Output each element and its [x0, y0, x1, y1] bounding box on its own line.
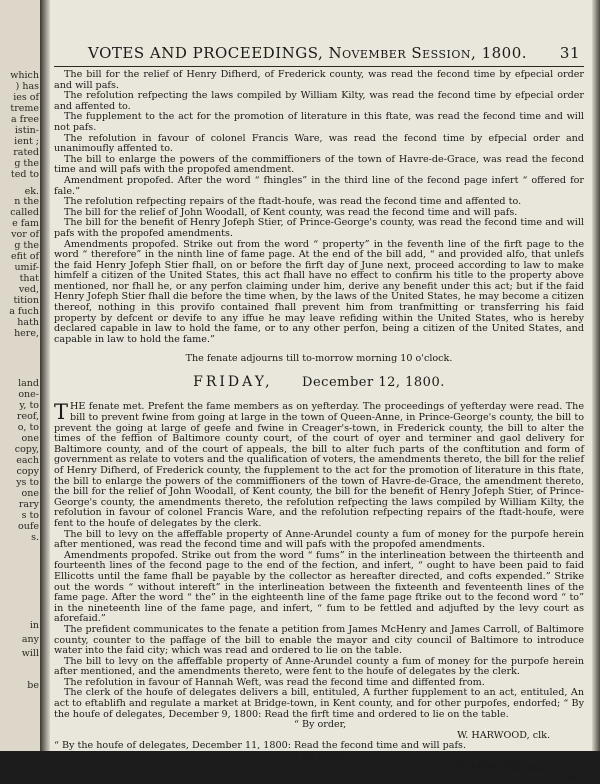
quote-line: “ By the houfe of delegates, December 11, 1800: Read the fecond time and will pafs. — [54, 740, 466, 752]
paragraph: Amendments propofed. Strike out from the word “ fums” in the interlineation between the thirteenth and fourteenth lines of the fecond page to the end of the fection, and infert, “ ought to have been paid to faid Ellicotts until the fame fhall be payable by the collector as hereafter directed, and cofts expended.” Strike out the words “ without intereft” in the interlineation between the fixteenth and feventeenth lines of the fame page. After the word “ the” in the eighteenth line of the fame page ftrike out to the fecond word “ to” in the nineteenth line of the fame page, and infert, “ fum to be fettled and adjufted by the levy court as aforefaid.” — [54, 549, 584, 625]
clerk-signature: W. HARWOOD, clk.” — [452, 761, 550, 773]
margin-fragment: umif- — [14, 262, 39, 273]
catchword: A bill, — [553, 772, 582, 784]
page-edge-shadow — [592, 0, 600, 751]
margin-fragment: one — [21, 488, 39, 499]
drop-cap: T — [54, 400, 69, 425]
morning-proceedings — [54, 70, 584, 345]
margin-fragment: g the — [14, 240, 39, 251]
paragraph: The refolution refpecting the laws compiled by William Kilty, was read the fecond time by efpecial order and affented to. — [54, 90, 584, 112]
paragraph: The prefident communicates to the fenate a petition from James McHenry and James Carroll, of Baltimore county, counter to the paffage of the bill to enable the mayor and city council of Baltimore to introduce water into the faid city; which was read and ordered to lie on the table. — [54, 623, 584, 657]
opening-text: HE fenate met. Prefent the fame members as on yefterday. The proceedings of yefterday were read. The bill to prevent fwine from going at large in the town of Queen-Anne, in Prince-George's county, the bill to prevent the going at large of geefe and fwine in Creager's-town, in Frederick county, the bill to alter the times of the feffion of Baltimore county court, of the court of oyer and terminer and gaol delivery for Baltimore county, and of the court of appeals, the bill to alter fuch parts of the conftitution and form of government as relate to voters and the qualification of voters, the amendments thereto, the bill for the relief of Henry Difherd, of Frederick county, the fupplement to the act for the promotion of literature in this ftate, the bill to enlarge the powers of the commiffioners of the town of Havre-de-Grace, the amendment thereto, the bill for the relief of John Woodall, of Kent county, the bill for the benefit of Henry Jofeph Stier, of Prince-George's county, the amendments thereto, the refolution refpecting the laws compiled by William Kilty, the refolution in favour of colonel Francis Ware, and the refolution refpecting repairs of the ftadt-houfe, were fent to the houfe of delegates by the clerk. — [54, 401, 584, 529]
margin-fragment: ient ; — [14, 136, 39, 147]
margin-fragment: land — [18, 378, 39, 389]
margin-fragment: istin- — [14, 125, 39, 136]
margin-fragment: called — [10, 207, 39, 218]
margin-fragment: vor of — [11, 229, 39, 240]
margin-fragment: one- — [18, 389, 39, 400]
by-order-line: “ By order, — [294, 751, 347, 763]
margin-fragment: which — [10, 70, 39, 81]
opening-paragraph — [54, 402, 584, 529]
paragraph: The refolution in favour of colonel Francis Ware, was read the fecond time by efpecial order and unanimoufly affented to. — [54, 132, 584, 155]
paragraph: The bill for the benefit of Henry Jofeph Stier, of Prince-George's county, was read the fecond time and will pafs with the propofed amendments. — [54, 217, 584, 239]
paragraph: The bill to enlarge the powers of the commiffioners of the town of Havre-de-Grace, was read the fecond time and will pafs with the propofed amendment. — [54, 153, 584, 176]
margin-fragment: ted to — [10, 169, 39, 180]
margin-fragment: copy, — [14, 444, 39, 455]
margin-fragment: s to — [21, 510, 39, 521]
margin-fragment: any — [21, 634, 39, 645]
margin-fragment: will — [21, 648, 39, 659]
margin-fragment: g the — [14, 158, 39, 169]
by-order-line: “ By order, — [294, 719, 347, 731]
previous-page-margin — [0, 0, 42, 751]
day-name: FRIDAY, — [193, 374, 273, 391]
friday-proceedings — [54, 402, 584, 783]
margin-fragment: rary — [18, 499, 39, 510]
margin-fragment: one — [21, 433, 39, 444]
paragraph: The refolution refpecting repairs of the ftadt-houfe, was read the fecond time and affented to. — [64, 196, 522, 208]
margin-fragment: efit of — [10, 251, 39, 262]
margin-fragment: copy — [16, 466, 39, 477]
clerk-signature: W. HARWOOD, clk. — [457, 729, 550, 741]
adjournment-notice: The fenate adjourns till to-morrow morning 10 o'clock. — [185, 353, 453, 365]
paragraph: The bill to levy on the affeffable property of Anne-Arundel county a fum of money for the purpofe herein after mentioned, was read the fecond time and will pafs with the propofed amendments. — [54, 528, 584, 551]
margin-fragment: ek. — [24, 186, 39, 197]
running-title: VOTES AND PROCEEDINGS, November Session, 1800. — [88, 44, 528, 62]
margin-fragment: rated — [13, 147, 39, 158]
margin-fragment: a free — [11, 114, 39, 125]
page-number: 31 — [559, 44, 580, 62]
margin-fragment: ved, — [18, 284, 39, 295]
margin-fragment: each — [16, 455, 39, 466]
margin-fragment: ies of — [13, 92, 39, 103]
margin-fragment: oufe — [18, 521, 39, 532]
margin-fragment: o, to — [17, 422, 39, 433]
margin-fragment: that — [19, 273, 39, 284]
margin-fragment: a fuch — [9, 306, 39, 317]
page-body — [54, 44, 584, 784]
day-heading — [54, 374, 584, 390]
paragraph: The bill to levy on the affeffable property of Anne-Arundel county a fum of money for the purpofe herein after mentioned, and the amendments thereto, were fent to the houfe of delegates by the clerk. — [54, 655, 584, 678]
paragraph: The clerk of the houfe of delegates delivers a bill, entituled, A further fupplement to an act, entituled, An act to eftablifh and regulate a market at Bridge-town, in Kent county, and for other purpofes, endorfed; “ By the houfe of delegates, December 9, 1800: Read the firft time and ordered to lie on the table. — [54, 687, 584, 720]
paragraph: Amendments propofed. Strike out from the word “ property” in the feventh line of the firft page to the word “ therefore” in the ninth line of fame page. At the end of the bill add, “ and provided alfo, that unlefs the faid Henry Jofeph Stier fhall, on or before the firft day of June next, proceed according to law to make himfelf a citizen of the United States, this act fhall have no effect to confirm his title to the property above mentioned, nor fhall he, or any perfon claiming under him, derive any benefit under this act; but if the faid Henry Jofeph Stier fhall die before the time when, by the laws of the United States, he may become a citizen thereof, nothing in this provifo contained fhall prevent him from tranfmitting or transferring his faid property by defcent or devife to any iffue he may leave refiding within the United States, who is hereby declared capable in law to hold the fame, or to any other perfon, being a citizen of the United States, and capable in law to hold the fame.” — [54, 238, 584, 345]
paragraph: The bill for the relief of John Woodall, of Kent county, was read the fecond time and will pafs. — [64, 206, 518, 218]
margin-fragment: ) has — [15, 81, 39, 92]
margin-fragment: here, — [14, 328, 39, 339]
margin-fragment: tition — [13, 295, 39, 306]
paragraph: The refolution in favour of Hannah Weft, was read the fecond time and diffented from. — [64, 676, 485, 688]
margin-fragment: be — [27, 680, 39, 691]
paragraph: The bill for the relief of Henry Difherd, of Frederick county, was read the fecond time by efpecial order and will pafs. — [54, 69, 584, 91]
book-gutter — [40, 0, 50, 751]
margin-fragment: y, to — [19, 400, 39, 411]
margin-fragment: n the — [14, 196, 39, 207]
day-date: December 12, 1800. — [302, 375, 445, 391]
margin-fragment: hath — [17, 317, 39, 328]
margin-fragment: ys to — [16, 477, 39, 488]
margin-fragment: in — [29, 620, 39, 631]
paragraph: Amendment propofed. After the word “ fhingles” in the third line of the fecond page infert “ offered for fale.” — [54, 174, 584, 197]
margin-fragment: reof, — [16, 411, 39, 422]
paragraph: The fupplement to the act for the promotion of literature in this ftate, was read the fecond time and will not pafs. — [54, 111, 584, 133]
running-header — [54, 44, 584, 67]
margin-fragment: treme — [10, 103, 39, 114]
margin-fragment: s. — [31, 532, 39, 543]
margin-fragment: e fam — [12, 218, 39, 229]
